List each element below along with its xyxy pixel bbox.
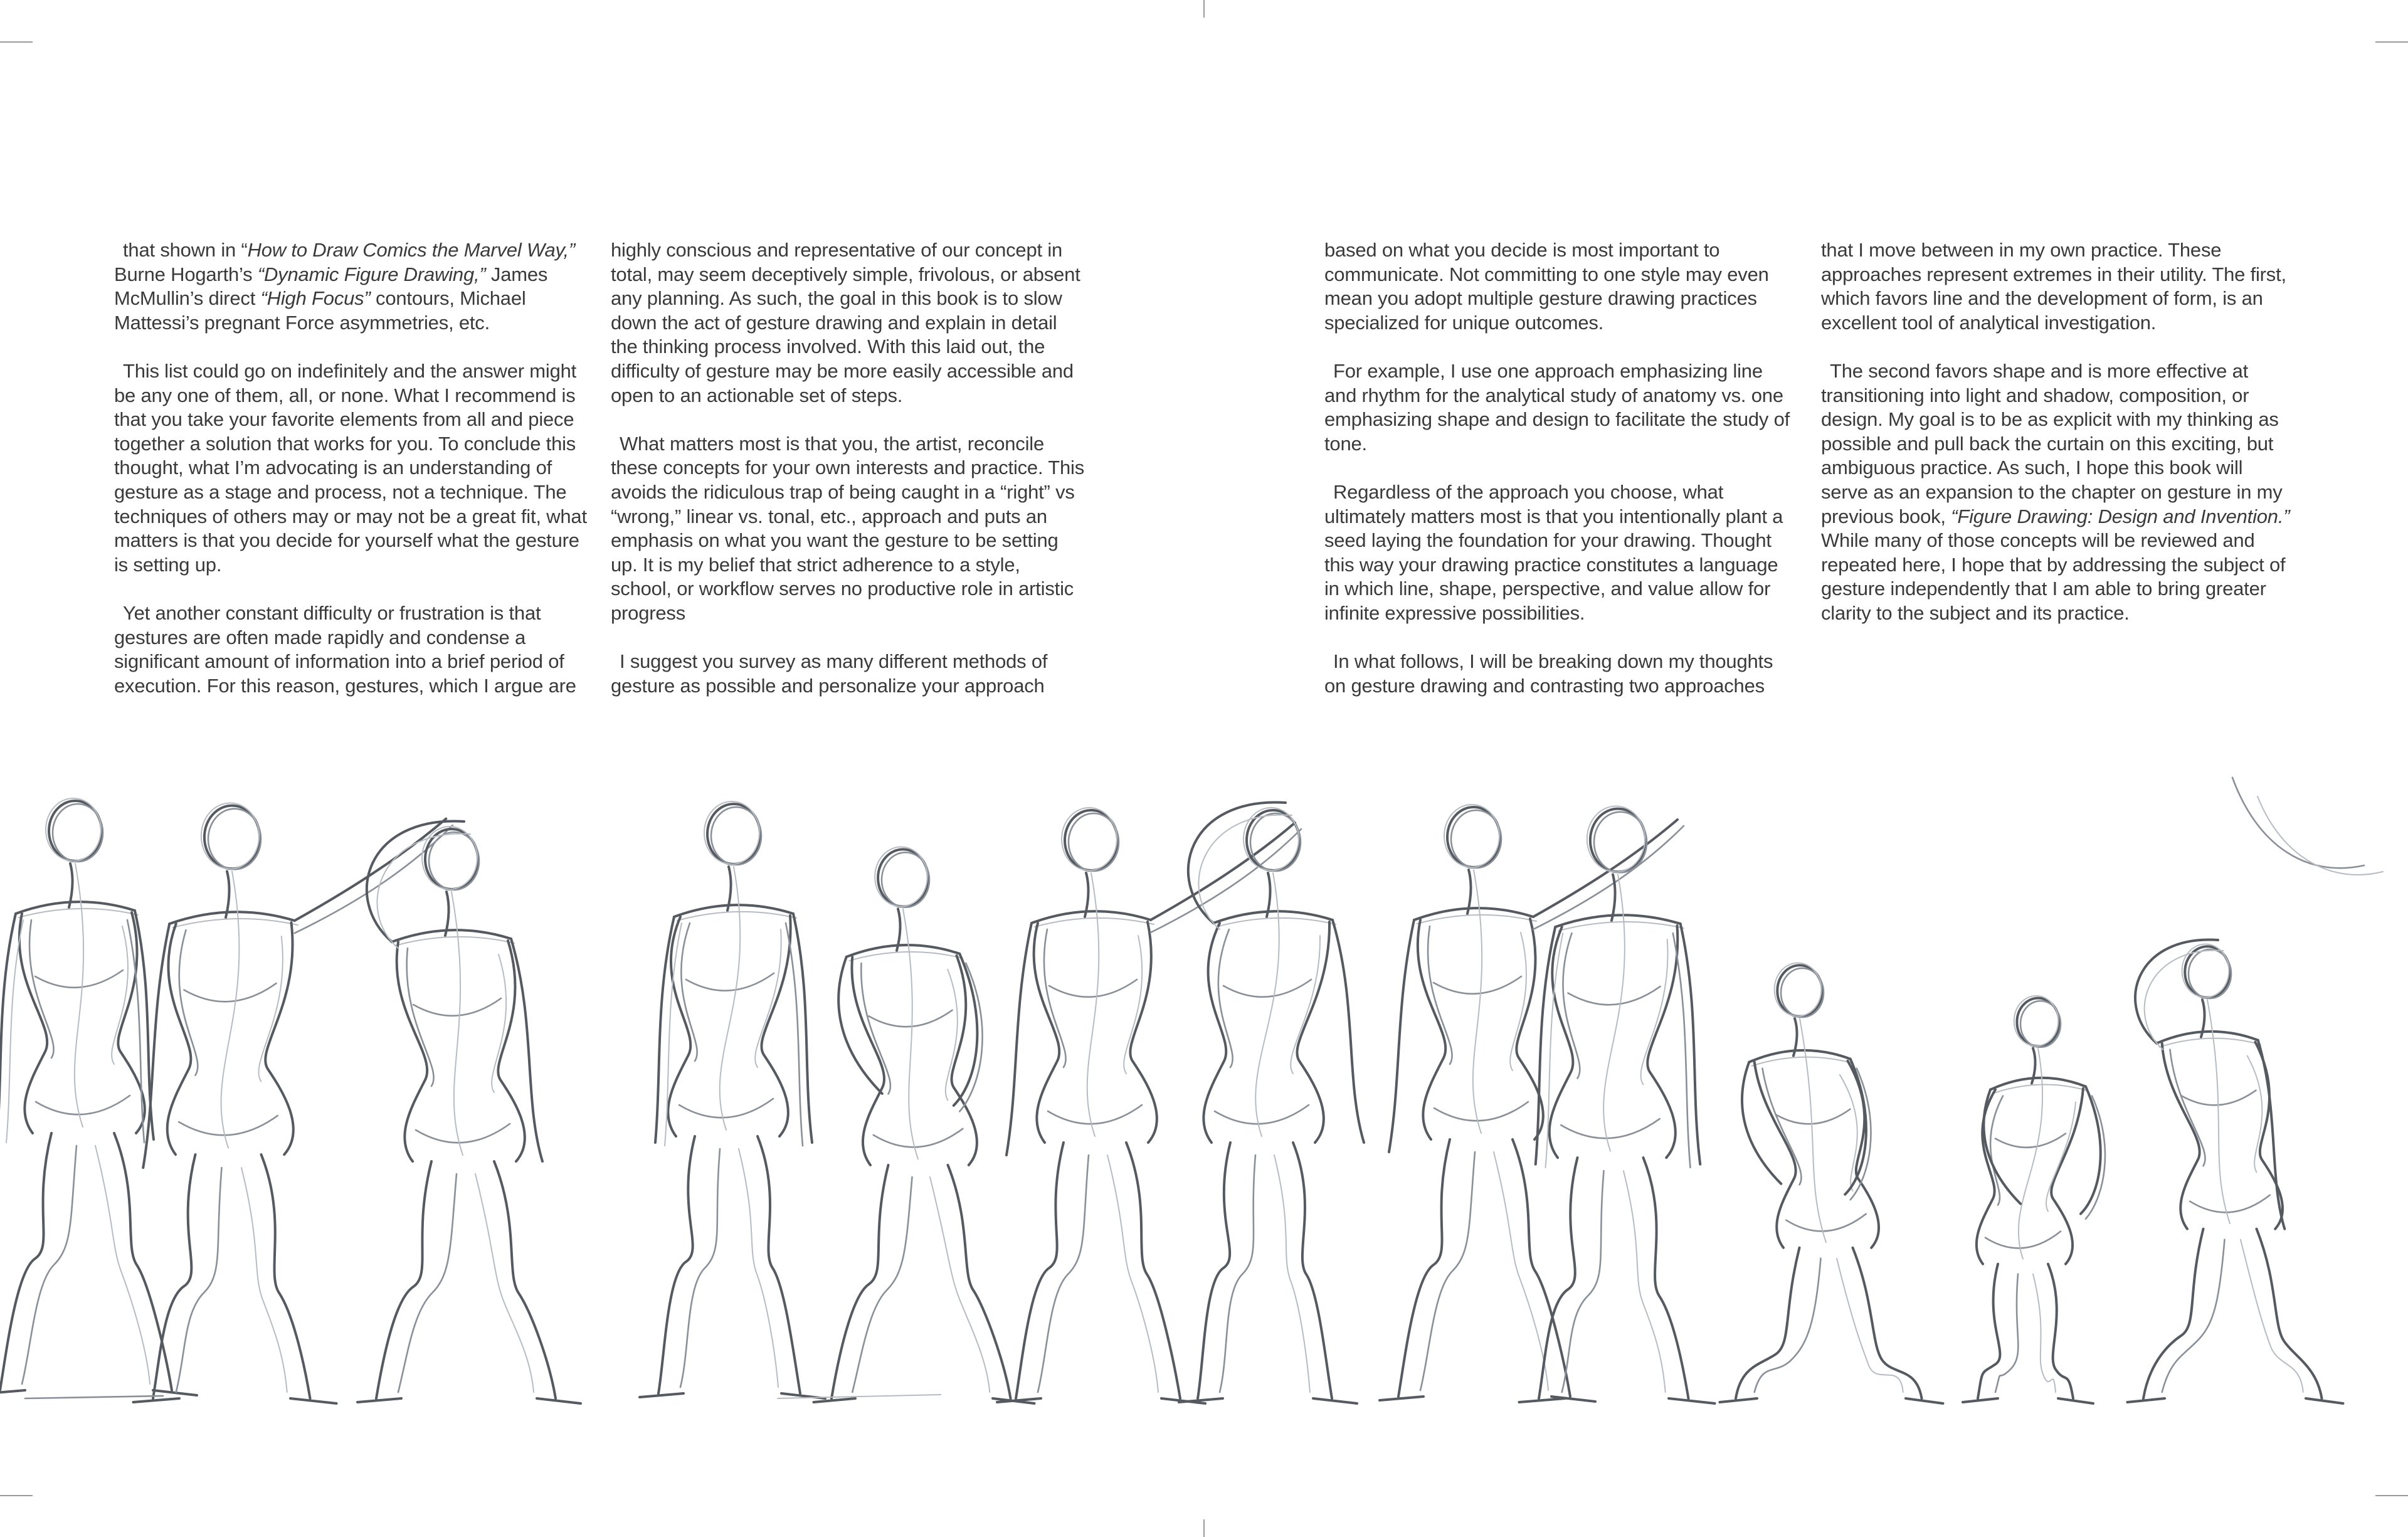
sketch-stroke (1434, 976, 1521, 994)
sketch-stroke (1561, 1119, 1660, 1138)
sketch-stroke (395, 937, 514, 946)
sketch-stroke (679, 1099, 773, 1117)
sketch-stroke (494, 1161, 556, 1398)
sketch-stroke (1995, 1134, 2066, 1148)
sketch-stroke (2241, 1240, 2303, 1392)
sketch-stroke (2258, 796, 2383, 875)
sketch-stroke (1562, 1171, 1604, 1392)
sketch-stroke (1217, 918, 1336, 927)
sketch-stroke (2257, 1229, 2322, 1398)
sketch-head (1444, 805, 1499, 867)
sketch-head (201, 803, 259, 869)
sketch-stroke (179, 930, 198, 1075)
text-column-3 (1324, 238, 1798, 722)
sketch-head (1069, 813, 1119, 871)
sketch-stroke (36, 1096, 130, 1114)
sketch-stroke (0, 1390, 25, 1394)
paragraph: Yet another constant difficulty or frustration is that gestures are often made rapidly and condense a significant amount of information into a brief period of execution. For this reason, gestures, which I argue are (114, 601, 576, 697)
sketch-stroke (1107, 1155, 1158, 1392)
sketch-stroke (793, 914, 812, 1143)
sketch-head (1587, 806, 1645, 872)
crop-mark-bottom-right (2375, 1495, 2408, 1496)
sketch-stroke (226, 872, 230, 918)
sketch-stroke (1995, 1274, 2018, 1392)
sketch-stroke (1550, 927, 1573, 1158)
sketch-stroke (1414, 908, 1533, 920)
sketch-stroke (2058, 1398, 2093, 1403)
paragraph: In what follows, I will be breaking down my thoughts on gesture drawing and contrasting two approaches (1324, 650, 1773, 697)
sketch-stroke (1906, 1398, 1943, 1403)
sketch-stroke (869, 1010, 953, 1027)
sketch-stroke (2162, 1043, 2200, 1229)
sketch-stroke (1293, 1143, 1332, 1398)
sketch-stroke (1418, 920, 1445, 1139)
sketch-head (46, 798, 101, 861)
sketch-stroke (16, 902, 135, 914)
sketch-stroke (1568, 986, 1661, 1005)
crop-mark-bottom-left (0, 1495, 33, 1496)
sketch-stroke (1223, 980, 1311, 997)
sketch-stroke (0, 1133, 51, 1390)
paragraph: The second favors shape and is more effective at transitioning into light and shadow, composition, or design. My goal is to be as explicit with my thinking as possible and pull back the curtain on this exciting, but ambiguous practice. As such, I hope this book will serve as an expansion to the chapter on gesture in my previous book, “Figure Drawing: Design and Invention.” While many of those concepts will be reviewed and repeated here, I hope that by addressing the subject of gesture independently that I am able to bring greater clarity to the subject and its practice. (1821, 359, 2290, 624)
sketch-stroke (357, 1398, 401, 1402)
paragraph: that shown in “How to Draw Comics the Marvel Way,” Burne Hogarth’s “Dynamic Figure Drawing,” James McMullin’s direct “High Focus” contours, Michael Mattessi’s pregnant Force asymmetries, etc. (114, 239, 576, 334)
sketch-stroke (1840, 1075, 1857, 1191)
sketch-stroke (677, 912, 796, 921)
sketch-stroke (1313, 1398, 1357, 1403)
text-column-2 (611, 238, 1084, 722)
sketch-stroke (1985, 1232, 2061, 1249)
sketch-stroke (397, 942, 428, 1161)
sketch-stroke (169, 912, 295, 924)
sketch-stroke (1993, 1085, 2088, 1094)
sketch-stroke (1559, 922, 1684, 931)
sketch-stroke (114, 1133, 172, 1390)
sketch-stroke (680, 1149, 720, 1387)
paragraph: For example, I use one approach emphasizing line and rhythm for the analytical study of anatomy vs. one emphasizing shape and design to facilitate the study of tone. (1324, 359, 1790, 455)
sketch-stroke (1032, 911, 1151, 923)
sketch-head (704, 801, 759, 864)
sketch-stroke (758, 1136, 800, 1393)
sketch-stroke (1044, 929, 1066, 1067)
sketch-stroke (413, 998, 501, 1016)
sketch-stroke (1124, 936, 1142, 1074)
sketch-stroke (2160, 1038, 2261, 1047)
sketch-head (711, 807, 761, 865)
sketch-stroke (258, 936, 282, 1082)
crop-mark-top-right (2375, 41, 2408, 43)
sketch-stroke (852, 1177, 912, 1392)
sketch-stroke (1198, 1143, 1230, 1398)
sketch-stroke (241, 1168, 287, 1392)
text-column-1 (114, 238, 588, 722)
sketch-stroke (407, 948, 434, 1086)
sketch-stroke (153, 1390, 197, 1395)
sketch-stroke (1963, 1398, 1998, 1402)
sketch-stroke (153, 1154, 196, 1398)
sketch-stroke (1669, 1398, 1715, 1403)
sketch-stroke (2190, 1195, 2270, 1213)
sketch-stroke (838, 957, 882, 1094)
paragraph: This list could go on indefinitely and the answer might be any one of them, all, or none. What I recommend is that you take your favorite elements from all and piece together a solution that works for you. To conclude this thought, what I’m advocating is an understanding of gesture as a stage and process, not a technique. The techniques of others may or may not be a great fit, what matters is that you decide for yourself what the gesture is setting up. (114, 359, 587, 576)
sketch-stroke (1749, 1050, 1851, 1062)
sketch-stroke (1038, 1155, 1089, 1392)
sketch-stroke (475, 1174, 534, 1392)
sketch-stroke (1380, 1397, 1423, 1400)
sketch-stroke (167, 924, 191, 1154)
sketch-stroke (1533, 826, 1684, 929)
paragraph: highly conscious and representative of our concept in total, may seem deceptively simple, frivolous, or absent any planning. As such, the goal in this book is to slow down the act of gesture drawing and explain in detail the thinking process involved. With this laid out, the difficulty of gesture may be more easily accessible and open to an actionable set of steps. (611, 239, 1080, 406)
sketch-stroke (537, 1398, 581, 1403)
sketch-stroke (1752, 1057, 1854, 1066)
sketch-stroke (1510, 932, 1526, 1070)
sketch-stroke (874, 1129, 963, 1147)
sketch-head (429, 832, 479, 890)
sketch-stroke (1333, 920, 1364, 1143)
sketch-stroke (1016, 1143, 1064, 1398)
paragraph: based on what you decide is most important to communicate. Not committing to one style may even mean you adopt multiple gesture drawing practices specialized for unique outcomes. (1324, 239, 1769, 334)
paragraph: that I move between in my own practice. These approaches represent extremes in their utility. The first, which favors line and the development of form, is an excellent tool of analytical investigation. (1821, 239, 2286, 334)
sketch-stroke (511, 939, 542, 1161)
sketch-stroke (376, 1161, 431, 1398)
sketch-stroke (668, 917, 690, 1136)
sketch-stroke (1398, 1139, 1450, 1397)
crop-mark-bottom-center (1203, 1519, 1205, 1537)
sketch-stroke (95, 1146, 150, 1384)
sketch-stroke (392, 930, 511, 942)
sketch-stroke (658, 1136, 695, 1393)
paragraph: I suggest you survey as many different methods of gesture as possible and personalize your approach (611, 650, 1048, 697)
sketch-stroke (1034, 923, 1060, 1143)
sketch-stroke (1612, 875, 1615, 921)
sketch-stroke (1990, 1078, 2086, 1090)
sketch-stroke (2162, 1240, 2225, 1392)
sketch-stroke (2081, 1087, 2101, 1214)
sketch-stroke (19, 914, 47, 1133)
sketch-stroke (1048, 1105, 1142, 1124)
sketch-stroke (1428, 926, 1452, 1064)
sketch-stroke (847, 945, 960, 957)
sketch-stroke (2157, 1032, 2258, 1043)
sketch-stroke (398, 1174, 457, 1392)
sketch-stroke (134, 1398, 180, 1402)
sketch-stroke (1494, 1152, 1548, 1390)
sketch-head (1451, 810, 1501, 868)
sketch-stroke (1755, 1062, 1796, 1248)
sketch-head (875, 847, 927, 907)
sketch-stroke (1720, 1398, 1758, 1402)
sketch-stroke (1990, 1096, 2003, 1205)
sketch-stroke (29, 920, 54, 1058)
sketch-stroke (1644, 1158, 1689, 1398)
sketch-stroke (1291, 936, 1320, 1074)
sketch-stroke (1555, 915, 1681, 927)
sketch-stroke (686, 973, 774, 991)
sketch-stroke (1786, 1214, 1866, 1232)
sketch-stroke (1776, 1109, 1851, 1124)
sketch-stroke (184, 983, 277, 1001)
sketch-stroke (1513, 1139, 1570, 1397)
sketch-stroke (2143, 1229, 2204, 1398)
text-column-4 (1821, 238, 2294, 650)
sketch-stroke (1215, 1105, 1309, 1124)
sketch-stroke (1006, 923, 1032, 1155)
sketch-stroke (1624, 1171, 1666, 1392)
sketch-stroke (2048, 1264, 2073, 1398)
sketch-stroke (176, 1168, 222, 1392)
sketch-stroke (416, 1124, 510, 1143)
sketch-stroke (2051, 1089, 2083, 1264)
sketch-stroke (1647, 926, 1677, 1158)
sketch-head (422, 827, 477, 889)
sketch-stroke (112, 926, 128, 1064)
sketch-stroke (1681, 924, 1701, 1165)
sketch-stroke (1389, 920, 1414, 1152)
sketch-stroke (1539, 1158, 1578, 1398)
sketch-stroke (1978, 1264, 2000, 1398)
sketch-stroke (2033, 1274, 2056, 1392)
crop-mark-top-center (1203, 0, 1205, 18)
sketch-stroke (19, 909, 138, 917)
sketch-stroke (261, 1154, 310, 1398)
sketch-stroke (2128, 1398, 2165, 1402)
sketch-stroke (35, 970, 123, 988)
sketch-stroke (1203, 923, 1226, 1143)
sketch-stroke (179, 1116, 278, 1135)
sketch-stroke (1213, 911, 1333, 923)
sketch-stroke (640, 1393, 684, 1397)
sketch-head (1062, 808, 1117, 870)
paragraph: Regardless of the approach you choose, what ultimately matters most is that you intentionally plant a seed laying the foundation for your drawing. Thought this way your drawing practice constitutes a language in which line, shape, perspective, and value allow for infinite expressive possibilities. (1324, 480, 1783, 624)
sketch-stroke (0, 914, 16, 1139)
sketch-stroke (1434, 1102, 1528, 1121)
paragraph: What matters most is that you, the artist, reconcile these concepts for your own interests and practice. This avoids the ridiculous trap of being caught in a “right” vs “wrong,” linear vs. tonal, etc., approach and puts an emphasis on what you want the gesture to be setting up. It is my belief that strict adherence to a style, school, or workflow serves no productive role in artistic progress (611, 432, 1085, 624)
sketch-head (53, 804, 103, 862)
sketch-stroke (948, 1165, 1011, 1398)
sketch-stroke (1519, 1398, 1566, 1402)
sketch-stroke (1417, 915, 1536, 924)
sketch-stroke (2306, 1398, 2343, 1403)
sketch-stroke (173, 919, 298, 927)
sketch-stroke (674, 905, 793, 917)
sketch-stroke (1736, 1248, 1800, 1398)
gesture-sketch-illustration (0, 771, 2408, 1436)
sketch-head (882, 852, 929, 907)
sketch-head (1250, 813, 1301, 871)
sketch-stroke (850, 952, 963, 961)
sketch-stroke (1049, 980, 1137, 997)
sketch-stroke (1853, 1248, 1922, 1398)
sketch-stroke (25, 1396, 163, 1398)
sketch-stroke (1837, 1259, 1903, 1392)
sketch-stroke (290, 1398, 337, 1403)
sketch-stroke (1035, 918, 1154, 927)
sketch-stroke (265, 922, 293, 1154)
sketch-head (208, 809, 261, 870)
crop-mark-top-left (0, 41, 33, 43)
